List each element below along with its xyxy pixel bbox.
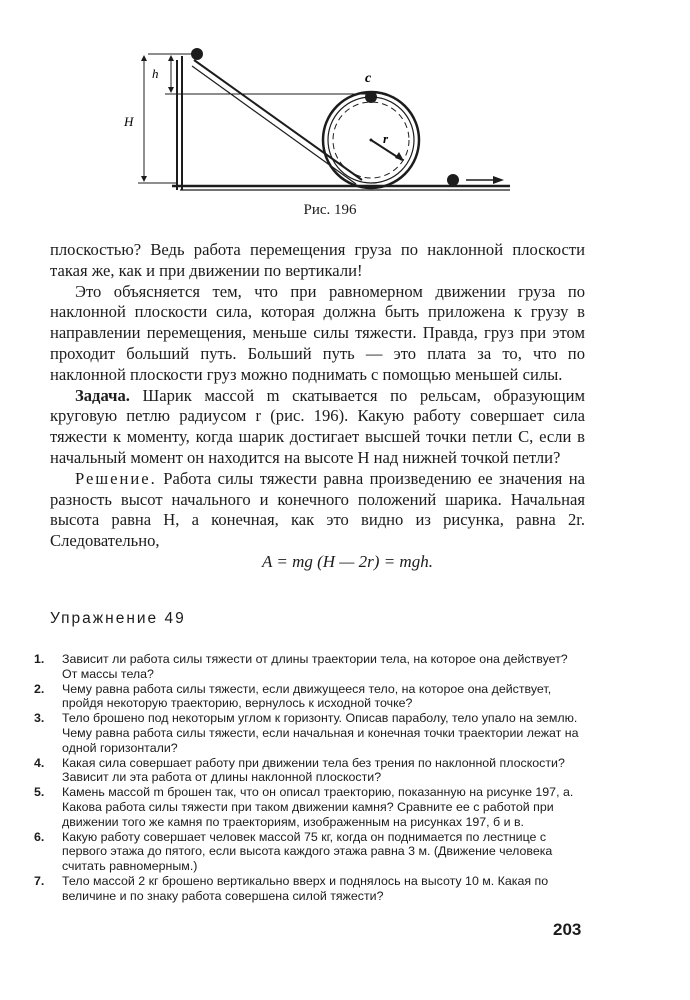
exercise-text: Чему равна работа силы тяжести, если движущееся тело, на которое она действует, пройдя некоторую траекторию, вернулось к исходной точке?	[62, 681, 552, 711]
loop-track-figure	[120, 30, 530, 200]
solution-text: Работа силы тяжести равна произведению ее значения на разность высот начального и конечного положений шарика. Начальная высота равна H, а конечная, как это видно из рисунка, равна 2r. Следовательно,	[50, 468, 585, 551]
label-r: r	[383, 131, 389, 146]
exercise-item	[34, 830, 586, 874]
exercise-number: 4.	[34, 755, 45, 770]
work-formula: A = mg (H — 2r) = mgh.	[262, 551, 433, 571]
exercise-number: 6.	[34, 829, 45, 844]
figure-caption: Рис. 196	[303, 202, 357, 218]
page-number: 203	[553, 920, 582, 939]
main-text	[50, 240, 585, 573]
ball-top-point-c	[365, 91, 377, 103]
solution-paragraph	[50, 469, 585, 552]
h-arrow-bottom	[168, 87, 174, 93]
exercise-text: Зависит ли работа силы тяжести от длины траектории тела, на которое она действует? От массы тела?	[62, 652, 568, 681]
exercise-text: Тело брошено под некоторым углом к горизонту. Описав параболу, тело упало на землю. Чему равна работа силы тяжести, если начальная и конечная точки траектории лежат на одной горизонтали?	[62, 711, 579, 755]
label-C: c	[365, 71, 372, 86]
exercise-number: 1.	[34, 652, 45, 666]
exercise-number: 5.	[34, 785, 45, 800]
label-H: H	[124, 114, 134, 129]
task-paragraph	[50, 386, 585, 469]
ball-initial	[191, 48, 203, 60]
radius-arrowhead	[395, 152, 404, 161]
task-text: Шарик массой m скатывается по рельсам, образующим круговую петлю радиусом r (рис. 196). Какую работу совершает сила тяжести к моменту, когда шарик достигает высшей точки петли C, если в начальный момент он находится на высоте H над нижней точкой петли?	[50, 385, 585, 467]
loop-center	[370, 139, 373, 142]
exercise-item	[34, 711, 586, 755]
exercise-number: 2.	[34, 681, 45, 696]
task-label: Задача.	[75, 385, 130, 405]
paragraph-2: Это объясняется тем, что при равномерном движении груза по наклонной плоскости сила, которая должна быть приложена к грузу в направлении перемещения, меньше силы тяжести. Правда, груз при этом проходит больший путь. Больший путь — это плата за то, что по наклонной плоскости груз можно поднимать с помощью меньшей силы.	[50, 281, 585, 384]
exercise-item	[34, 756, 586, 785]
h-arrow-top	[168, 55, 174, 61]
exercise-item	[34, 652, 586, 681]
incline-rail	[194, 60, 362, 180]
exercise-text: Камень массой m брошен так, что он описал траекторию, показанную на рисунке 197, а. Какова работа силы тяжести при таком движении камня? Сравните ее с работой при движении того же камня по траекториям, изображенным на рисунках 197, б и в.	[62, 785, 574, 829]
motion-arrowhead	[493, 176, 504, 184]
paragraph-1: плоскостью? Ведь работа перемещения груза по наклонной плоскости такая же, как и при движении по вертикали!	[50, 240, 585, 280]
H-arrow-bottom	[141, 176, 147, 182]
exercise-item	[34, 682, 586, 711]
exercise-text: Какую работу совершает человек массой 75 кг, когда он поднимается по лестнице с первого этажа до пятого, если высота каждого этажа равна 3 м. (Движение человека считать равномерным.)	[62, 829, 553, 873]
solution-label: Решение.	[75, 468, 157, 488]
exercise-title: Упражнение 49	[50, 610, 186, 627]
exercise-number: 3.	[34, 711, 45, 726]
exercise-text: Какая сила совершает работу при движении тела без трения по наклонной плоскости? Зависит ли эта работа от длины наклонной плоскости?	[62, 755, 565, 785]
exercise-number: 7.	[34, 873, 45, 888]
exercise-item	[34, 874, 586, 903]
exercise-item	[34, 785, 586, 829]
H-arrow-top	[141, 55, 147, 61]
exercise-list	[34, 652, 586, 904]
exercise-text: Тело массой 2 кг брошено вертикально вверх и поднялось на высоту 10 м. Какая по величине и по знаку работа совершена силой тяжести?	[62, 873, 549, 903]
label-h: h	[152, 66, 159, 81]
ball-exit	[447, 174, 459, 186]
